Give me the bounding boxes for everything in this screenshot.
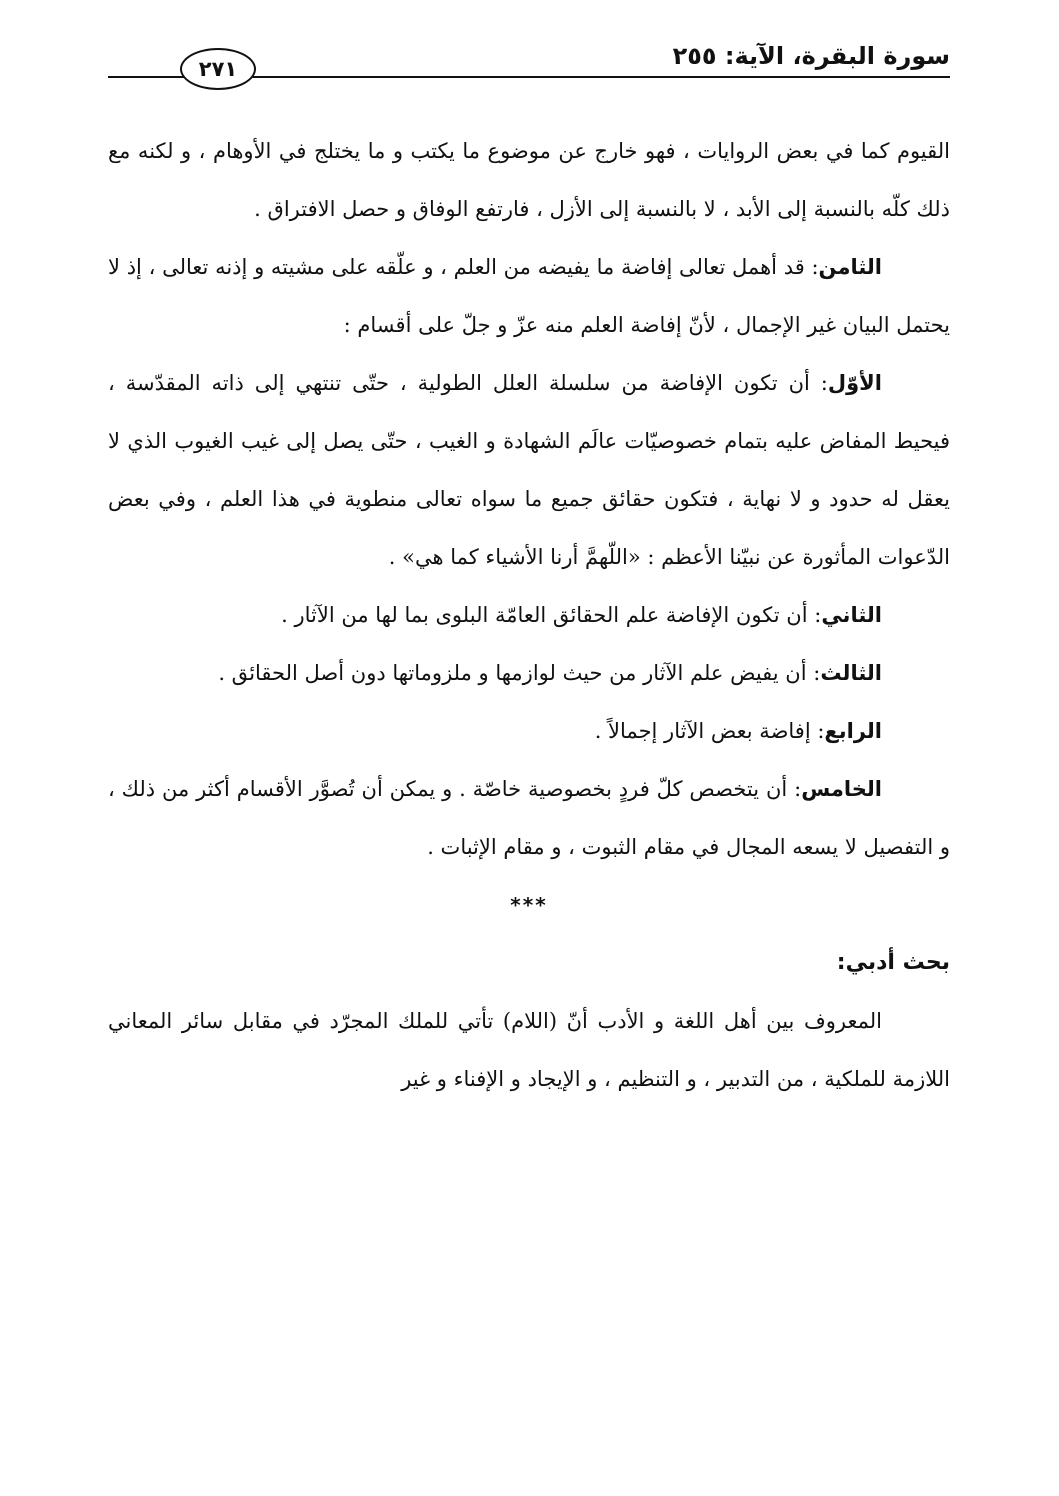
section-paragraph: المعروف بين أهل اللغة و الأدب أنّ (اللام) تأتي للملك المجرّد في مقابل سائر المعاني اللازمة للملكية ، من التدبير ، و التنظيم ، و الإيجاد و الإفناء و غير (108, 1009, 950, 1091)
text-fourth: : إفاضة بعض الآثار إجمالاً . (594, 719, 825, 743)
paragraph-third (108, 644, 950, 702)
paragraph-fourth (108, 702, 950, 760)
term-fifth: الخامس (801, 777, 882, 801)
section-heading: بحث أدبي: (836, 950, 950, 975)
text-second: : أن تكون الإفاضة علم الحقائق العامّة البلوى بما لها من الآثار . (281, 603, 822, 627)
term-first: الأوّل (827, 371, 882, 395)
page-body (108, 122, 950, 1108)
page-number: ٢٧١ (180, 48, 256, 90)
term-fourth: الرابع (824, 719, 882, 743)
paragraph-first (108, 354, 950, 586)
text-fifth: : أن يتخصص كلّ فردٍ بخصوصية خاصّة . و يمكن أن تُصوَّر الأقسام أكثر من ذلك ، و التفصيل لا يسعه المجال في مقام الثبوت ، و مقام الإثبات . (108, 777, 950, 859)
text-eighth: : قد أهمل تعالى إفاضة ما يفيضه من العلم ، و علّقه على مشيته و إذنه تعالى ، إذ لا يحتمل البيان غير الإجمال ، لأنّ إفاضة العلم منه عزّ و جلّ على أقسام : (108, 255, 950, 337)
section-separator: *** (510, 893, 548, 917)
term-third: الثالث (820, 661, 882, 685)
text-third: : أن يفيض علم الآثار من حيث لوازمها و ملزوماتها دون أصل الحقائق . (218, 661, 821, 685)
continuation-paragraph: القيوم كما في بعض الروايات ، فهو خارج عن موضوع ما يكتب و ما يختلج في الأوهام ، و لكنه مع ذلك كلّه بالنسبة إلى الأبد ، لا بالنسبة إلى الأزل ، فارتفع الوفاق و حصل الافتراق . (108, 139, 950, 221)
paragraph-eighth (108, 238, 950, 354)
paragraph-second (108, 586, 950, 644)
surah-verse-title: سورة البقرة، الآية: ٢٥٥ (672, 42, 950, 70)
paragraph-fifth (108, 760, 950, 876)
term-second: الثاني (821, 603, 882, 627)
term-eighth: الثامن (818, 255, 882, 279)
running-header (108, 38, 950, 84)
text-first: : أن تكون الإفاضة من سلسلة العلل الطولية ، حتّى تنتهي إلى ذاته المقدّسة ، فيحيط المفاض عليه بتمام خصوصيّات عالَم الشهادة و الغيب ، حتّى يصل إلى غيب الغيوب الذي لا يعقل له حدود و لا نهاية ، فتكون حقائق جميع ما سواه تعالى منطوية في هذا العلم ، وفي بعض الدّعوات المأثورة عن نبيّنا الأعظم : «اللّهمَّ أرنا الأشياء كما هي» . (108, 371, 950, 569)
